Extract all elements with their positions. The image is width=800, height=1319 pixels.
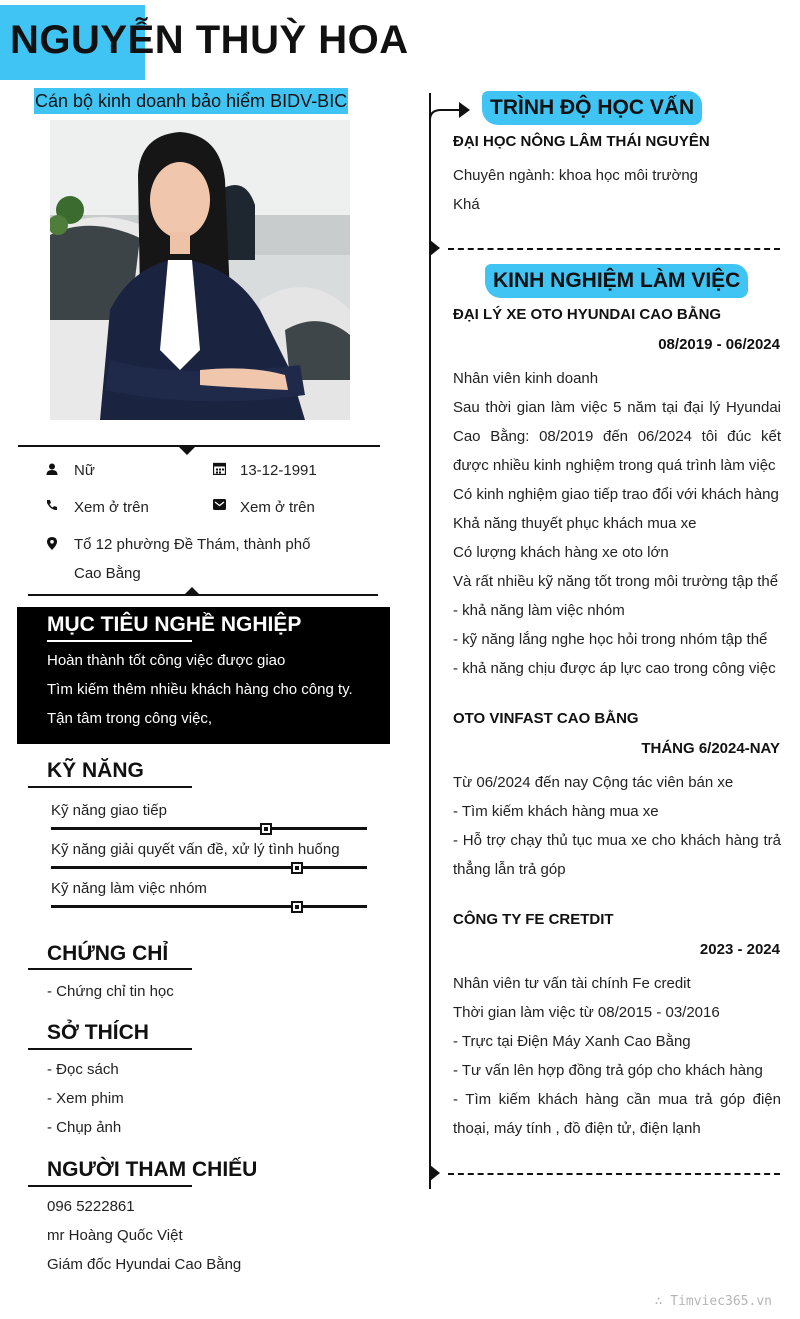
address-line-1: Tổ 12 phường Đề Thám, thành phố xyxy=(74,536,311,553)
skill-name: Kỹ năng giải quyết vấn đề, xử lý tình huống xyxy=(51,841,340,858)
references-title-underline xyxy=(28,1185,192,1187)
skills-title-underline xyxy=(28,786,192,788)
job-period: 2023 - 2024 xyxy=(699,941,780,958)
hobby-item: - Đọc sách xyxy=(47,1061,119,1078)
reference-name: mr Hoàng Quốc Việt xyxy=(47,1227,183,1244)
info-bottom-rule xyxy=(28,594,378,596)
info-top-rule xyxy=(18,445,380,447)
hobby-item: - Xem phim xyxy=(47,1090,124,1107)
job-company: ĐẠI LÝ XE OTO HYUNDAI CAO BẰNG xyxy=(453,306,722,323)
skill-name: Kỹ năng làm việc nhóm xyxy=(51,880,207,897)
job-company: OTO VINFAST CAO BẰNG xyxy=(453,710,639,727)
certificates-title: CHỨNG CHỈ xyxy=(47,942,169,965)
education-school: ĐẠI HỌC NÔNG LÂM THÁI NGUYÊN xyxy=(453,133,710,150)
job-line: Nhân viên tư vấn tài chính Fe credit xyxy=(453,975,691,992)
job-company: CÔNG TY FE CRETDIT xyxy=(453,911,614,928)
email-value: Xem ở trên xyxy=(240,499,315,516)
objective-line: Hoàn thành tốt công việc được giao xyxy=(47,652,286,669)
skill-bar xyxy=(51,905,367,908)
job-line: thoại, máy tính , đồ điện tử, điện lạnh xyxy=(453,1120,701,1137)
job-title: Cán bộ kinh doanh bảo hiểm BIDV-BIC xyxy=(34,88,348,114)
hobby-item: - Chụp ảnh xyxy=(47,1119,122,1136)
section-marker xyxy=(430,240,440,256)
job-line: Nhân viên kinh doanh xyxy=(453,370,599,387)
education-grade: Khá xyxy=(453,196,480,213)
section-divider xyxy=(448,248,780,250)
timeline-arrow-icon xyxy=(429,99,471,121)
job-line: Thời gian làm việc từ 08/2015 - 03/2016 xyxy=(453,1004,720,1021)
objective-title: MỤC TIÊU NGHỀ NGHIỆP xyxy=(47,613,302,636)
phone-value: Xem ở trên xyxy=(74,499,149,516)
objective-line: Tận tâm trong công việc, xyxy=(47,710,213,727)
job-line: - khả năng chịu được áp lực cao trong công việc xyxy=(453,660,776,677)
job-line: Từ 06/2024 đến nay Cộng tác viên bán xe xyxy=(453,774,734,791)
job-line: Khả năng thuyết phục khách mua xe xyxy=(453,515,697,532)
job-line: - kỹ năng lắng nghe học hỏi trong nhóm tập thể xyxy=(453,631,768,648)
skill-bar xyxy=(51,866,367,869)
objective-title-underline xyxy=(47,640,192,642)
job-line: Có lượng khách hàng xe oto lớn xyxy=(453,544,669,561)
gender-value: Nữ xyxy=(74,462,95,479)
section-marker xyxy=(430,1165,440,1181)
job-line: Cao Bằng: 08/2019 đến 06/2024 tôi đúc kết xyxy=(453,428,781,445)
skill-bar xyxy=(51,827,367,830)
education-title: TRÌNH ĐỘ HỌC VẤN xyxy=(482,91,702,125)
skill-name: Kỹ năng giao tiếp xyxy=(51,802,167,819)
skill-level-knob xyxy=(291,862,303,874)
skill-level-knob xyxy=(260,823,272,835)
job-line: - Hỗ trợ chạy thủ tục mua xe cho khách hàng trả xyxy=(453,832,781,849)
profile-photo xyxy=(50,120,350,420)
job-line: Có kinh nghiệm giao tiếp trao đổi với khách hàng xyxy=(453,486,779,503)
address-line-2: Cao Bằng xyxy=(74,565,141,582)
experience-title: KINH NGHIỆM LÀM VIỆC xyxy=(485,264,748,298)
objective-line: Tìm kiếm thêm nhiều khách hàng cho công ty. xyxy=(47,681,353,698)
job-line: - Tìm kiếm khách hàng cần mua trả góp điện xyxy=(453,1091,781,1108)
job-line: - Tư vấn lên hợp đồng trả góp cho khách hàng xyxy=(453,1062,763,1079)
section-divider xyxy=(448,1173,780,1175)
skills-title: KỸ NĂNG xyxy=(47,759,144,782)
job-line: Sau thời gian làm việc 5 năm tại đại lý Hyundai xyxy=(453,399,781,416)
location-pin-icon xyxy=(45,536,59,550)
certificate-item: - Chứng chỉ tin học xyxy=(47,983,174,1000)
timeline-line xyxy=(429,93,431,1189)
education-major: Chuyên ngành: khoa học môi trường xyxy=(453,167,699,184)
certificates-title-underline xyxy=(28,968,192,970)
phone-icon xyxy=(45,498,59,512)
candidate-name: NGUYỄN THUỲ HOA xyxy=(10,18,409,62)
reference-position: Giám đốc Hyundai Cao Bằng xyxy=(47,1256,242,1273)
user-icon xyxy=(45,462,59,476)
reference-phone: 096 5222861 xyxy=(47,1198,135,1215)
job-period: 08/2019 - 06/2024 xyxy=(658,336,780,353)
job-period: THÁNG 6/2024-NAY xyxy=(641,740,780,757)
job-line: - Trực tại Điện Máy Xanh Cao Bằng xyxy=(453,1033,691,1050)
job-line: - Tìm kiếm khách hàng mua xe xyxy=(453,803,659,820)
hobbies-title: SỞ THÍCH xyxy=(47,1021,149,1044)
hobbies-title-underline xyxy=(28,1048,192,1050)
calendar-icon xyxy=(212,461,226,475)
watermark: ∴ Timviec365.vn xyxy=(654,1294,772,1309)
job-line: Và rất nhiều kỹ năng tốt trong môi trường tập thể xyxy=(453,573,779,590)
info-top-marker xyxy=(179,447,195,455)
references-title: NGƯỜI THAM CHIẾU xyxy=(47,1158,258,1181)
birthday-value: 13-12-1991 xyxy=(240,462,317,479)
skill-level-knob xyxy=(291,901,303,913)
job-line: - khả năng làm việc nhóm xyxy=(453,602,625,619)
job-line: thẳng lẫn trả góp xyxy=(453,861,566,878)
job-line: được nhiều kinh nghiệm trong quá trình làm việc xyxy=(453,457,776,474)
email-icon xyxy=(212,497,226,511)
